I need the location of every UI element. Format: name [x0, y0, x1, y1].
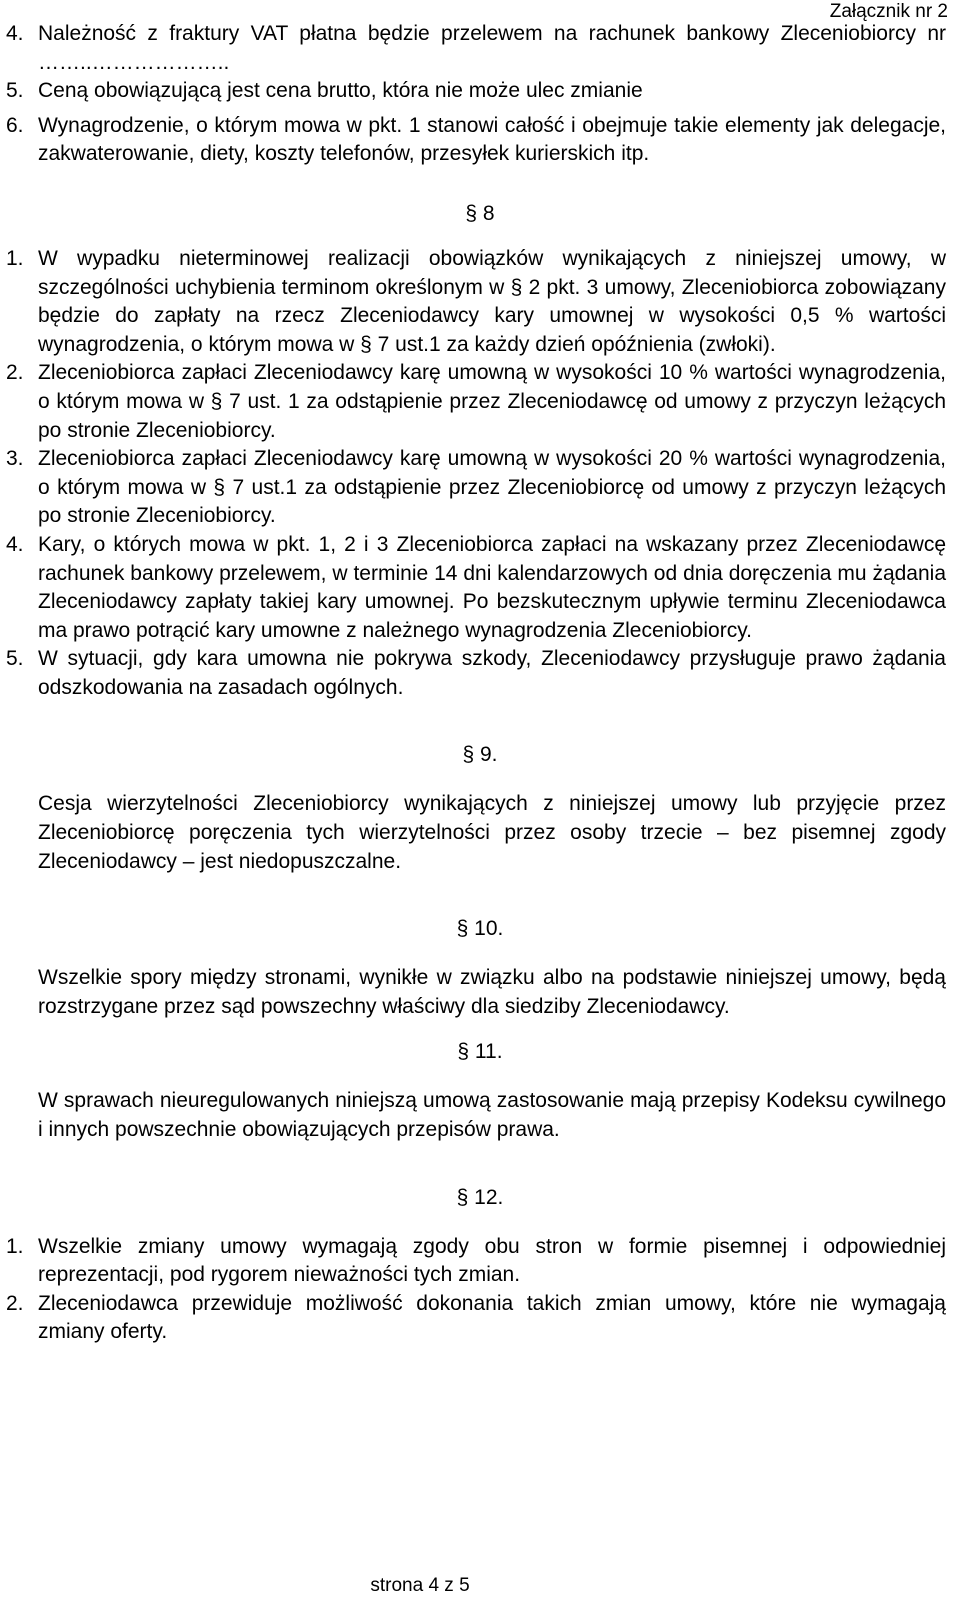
document-page — [0, 20, 960, 1347]
section-12 — [0, 1233, 960, 1347]
section-9-text: Cesja wierzytelności Zleceniobiorcy wynikających z niniejszej umowy lub przyjęcie przez Zleceniobiorcę poręczenia tych wierzytelności przez osoby trzecie – bez pisemnej zgody Zleceniodawcy – jest niedopuszczalne. — [38, 792, 946, 873]
section-heading-12: § 12. — [456, 1185, 504, 1209]
section-heading-10: § 10. — [456, 917, 504, 941]
list-item: 6. Wynagrodzenie, o którym mowa w pkt. 1 stanowi całość i obejmuje takie elementy jak delegacje, zakwaterowanie, diety, koszty telefonów, przesyłek kurierskich itp. — [6, 113, 946, 166]
section-7-continued — [0, 20, 960, 169]
section-heading-8: § 8 — [465, 201, 495, 225]
section-11-text: W sprawach nieuregulowanych niniejszą umową zastosowanie mają przepisy Kodeksu cywilnego i innych powszechnie obowiązujących przepisów prawa. — [38, 1089, 946, 1142]
list-item: 1. Wszelkie zmiany umowy wymagają zgody obu stron w formie pisemnej i odpowiedniej reprezentacji, pod rygorem nieważności tych zmian. — [6, 1234, 946, 1287]
section-10-text: Wszelkie spory między stronami, wynikłe w związku albo na podstawie niniejszej umowy, będą rozstrzygane przez sąd powszechny właściwy dla siedziby Zleceniodawcy. — [38, 966, 946, 1018]
page-number: strona 4 z 5 — [370, 1575, 470, 1596]
list-item: 5. W sytuacji, gdy kara umowna nie pokrywa szkody, Zleceniodawcy przysługuje prawo żądania odszkodowania na zasadach ogólnych. — [6, 647, 946, 699]
list-item: 2. Zleceniodawca przewiduje możliwość dokonania takich zmian umowy, które nie wymagają zmiany oferty. — [6, 1291, 946, 1344]
list-item: 1. W wypadku nieterminowej realizacji obowiązków wynikających z niniejszej umowy, w szczególności uchybienia terminom określonym w § 2 pkt. 3 umowy, Zleceniobiorca zobowiązany będzie do zapłaty na rzecz Zleceniodawcy kary umownej w wysokości 0,5 % wartości wynagrodzenia, o którym mowa w § 7 ust.1 za każdy dzień opóźnienia (zwłoki). — [6, 246, 946, 356]
section-heading-11: § 11. — [457, 1040, 503, 1064]
list-item: 5. Ceną obowiązującą jest cena brutto, która nie może ulec zmianie — [6, 79, 643, 103]
section-heading-9: § 9. — [462, 743, 498, 767]
list-item: 2. Zleceniobiorca zapłaci Zleceniodawcy karę umowną w wysokości 10 % wartości wynagrodzenia, o którym mowa w § 7 ust. 1 za odstąpienie przez Zleceniodawcę od umowy z przyczyn leżących po stronie Zleceniobiorcy. — [6, 361, 946, 442]
list-item: 4. Należność z fraktury VAT płatna będzie przelewem na rachunek bankowy Zleceniobiorcy nr ……..……………….. — [6, 22, 946, 74]
list-item: 4. Kary, o których mowa w pkt. 1, 2 i 3 Zleceniobiorca zapłaci na wskazany przez Zleceniodawcę rachunek bankowy przelewem, w terminie 14 dni kalendarzowych od dnia doręczenia mu żądania Zleceniodawcy zapłaty takiej kary umownej. Po bezskutecznym upływie terminu Zleceniodawca ma prawo potrącić kary umowne z należnego wynagrodzenia Zleceniobiorcy. — [6, 532, 946, 642]
section-8 — [0, 245, 960, 703]
list-item: 3. Zleceniobiorca zapłaci Zleceniodawcy karę umowną w wysokości 20 % wartości wynagrodzenia, o którym mowa w § 7 ust.1 za odstąpienie przez Zleceniobiorcę od umowy z przyczyn leżących po stronie Zleceniobiorcy. — [6, 447, 946, 528]
annex-label: Załącznik nr 2 — [829, 1, 948, 22]
